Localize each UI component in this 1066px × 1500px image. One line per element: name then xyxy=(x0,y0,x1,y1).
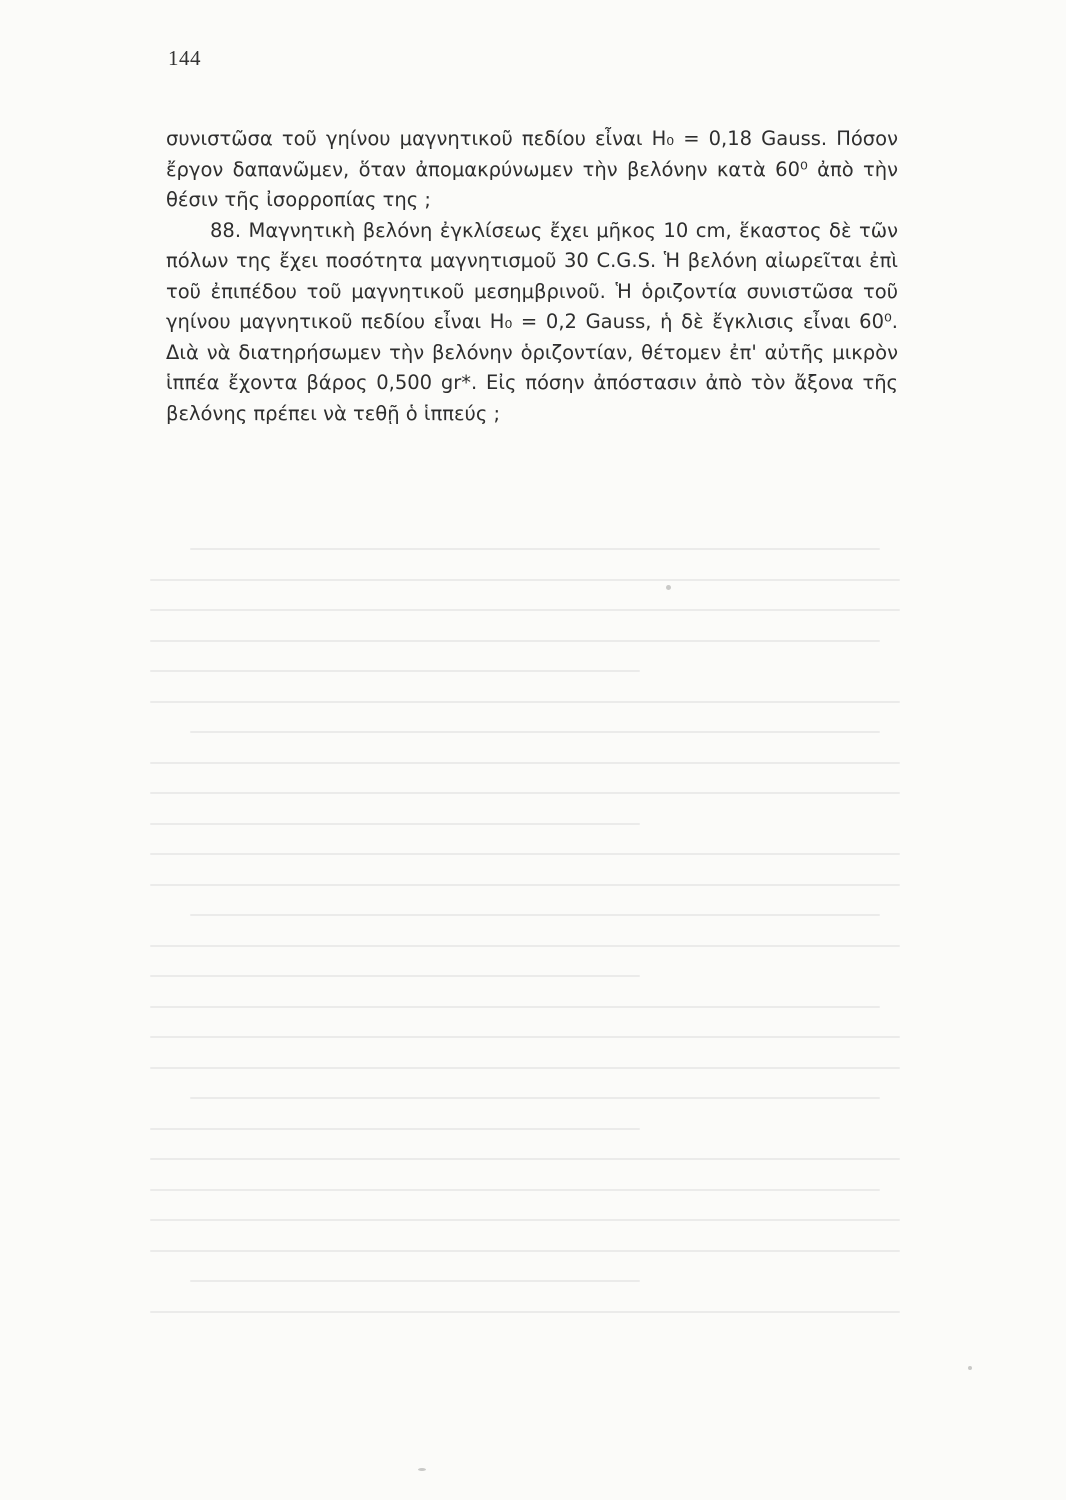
bleed-line xyxy=(150,1189,880,1191)
bleed-line xyxy=(150,1006,880,1008)
bleed-line xyxy=(150,884,900,886)
bleed-line xyxy=(150,701,900,703)
bleed-line xyxy=(190,1097,880,1099)
bleed-line xyxy=(150,792,900,794)
page-number: 144 xyxy=(168,46,201,70)
bleed-line xyxy=(150,762,900,764)
bleed-line xyxy=(190,1280,640,1282)
bleed-line xyxy=(150,1036,900,1038)
bleed-line xyxy=(150,609,900,611)
bleed-line xyxy=(150,579,900,581)
bleed-line xyxy=(190,914,880,916)
bleed-line xyxy=(150,1250,900,1252)
paragraph-continuation: συνιστῶσα τοῦ γηίνου μαγνητικοῦ πεδίου εἶναι H₀ = 0,18 Gauss. Πόσον ἔργον δαπανῶμεν, ὅταν ἀπομακρύνωμεν τὴν βελόνην κατὰ 60⁰ ἀπὸ τὴν θέσιν τῆς ἰσορροπίας της ; xyxy=(166,127,898,211)
page-speck xyxy=(968,1366,972,1370)
bleed-line xyxy=(150,1158,900,1160)
body-text xyxy=(166,124,898,429)
bleed-line xyxy=(150,670,640,672)
paragraph-problem-88: 88. Μαγνητικὴ βελόνη ἐγκλίσεως ἔχει μῆκος 10 cm, ἕκαστος δὲ τῶν πόλων της ἔχει ποσότητα μαγνητισμοῦ 30 C.G.S. Ἡ βελόνη αἰωρεῖται ἐπὶ τοῦ ἐπιπέδου τοῦ μαγνητικοῦ μεσημβρινοῦ. Ἡ ὁριζοντία συνιστῶσα τοῦ γηίνου μαγνητικοῦ πεδίου εἶναι H₀ = 0,2 Gauss, ἡ δὲ ἔγκλισις εἶναι 60⁰. Διὰ νὰ διατηρήσωμεν τὴν βελόνην ὁριζοντίαν, θέτομεν ἐπ' αὐτῆς μικρὸν ἱππέα ἔχοντα βάρος 0,500 gr*. Εἰς πόσην ἀπόστασιν ἀπὸ τὸν ἄξονα τῆς βελόνης πρέπει νὰ τεθῇ ὁ ἱππεύς ; xyxy=(166,218,898,425)
bleed-line xyxy=(190,731,880,733)
bleed-line xyxy=(150,945,900,947)
bleed-line xyxy=(150,1219,900,1221)
bleed-line xyxy=(150,640,880,642)
bleed-line xyxy=(150,1311,900,1313)
bleed-line xyxy=(150,975,640,977)
bleed-line xyxy=(150,823,640,825)
bleed-line xyxy=(150,853,900,855)
bleed-line xyxy=(190,548,880,550)
bleed-line xyxy=(150,1067,900,1069)
page-speck xyxy=(418,1468,426,1471)
page-speck xyxy=(666,585,671,590)
bleed-line xyxy=(150,1128,640,1130)
bleed-through-background xyxy=(150,520,910,1340)
